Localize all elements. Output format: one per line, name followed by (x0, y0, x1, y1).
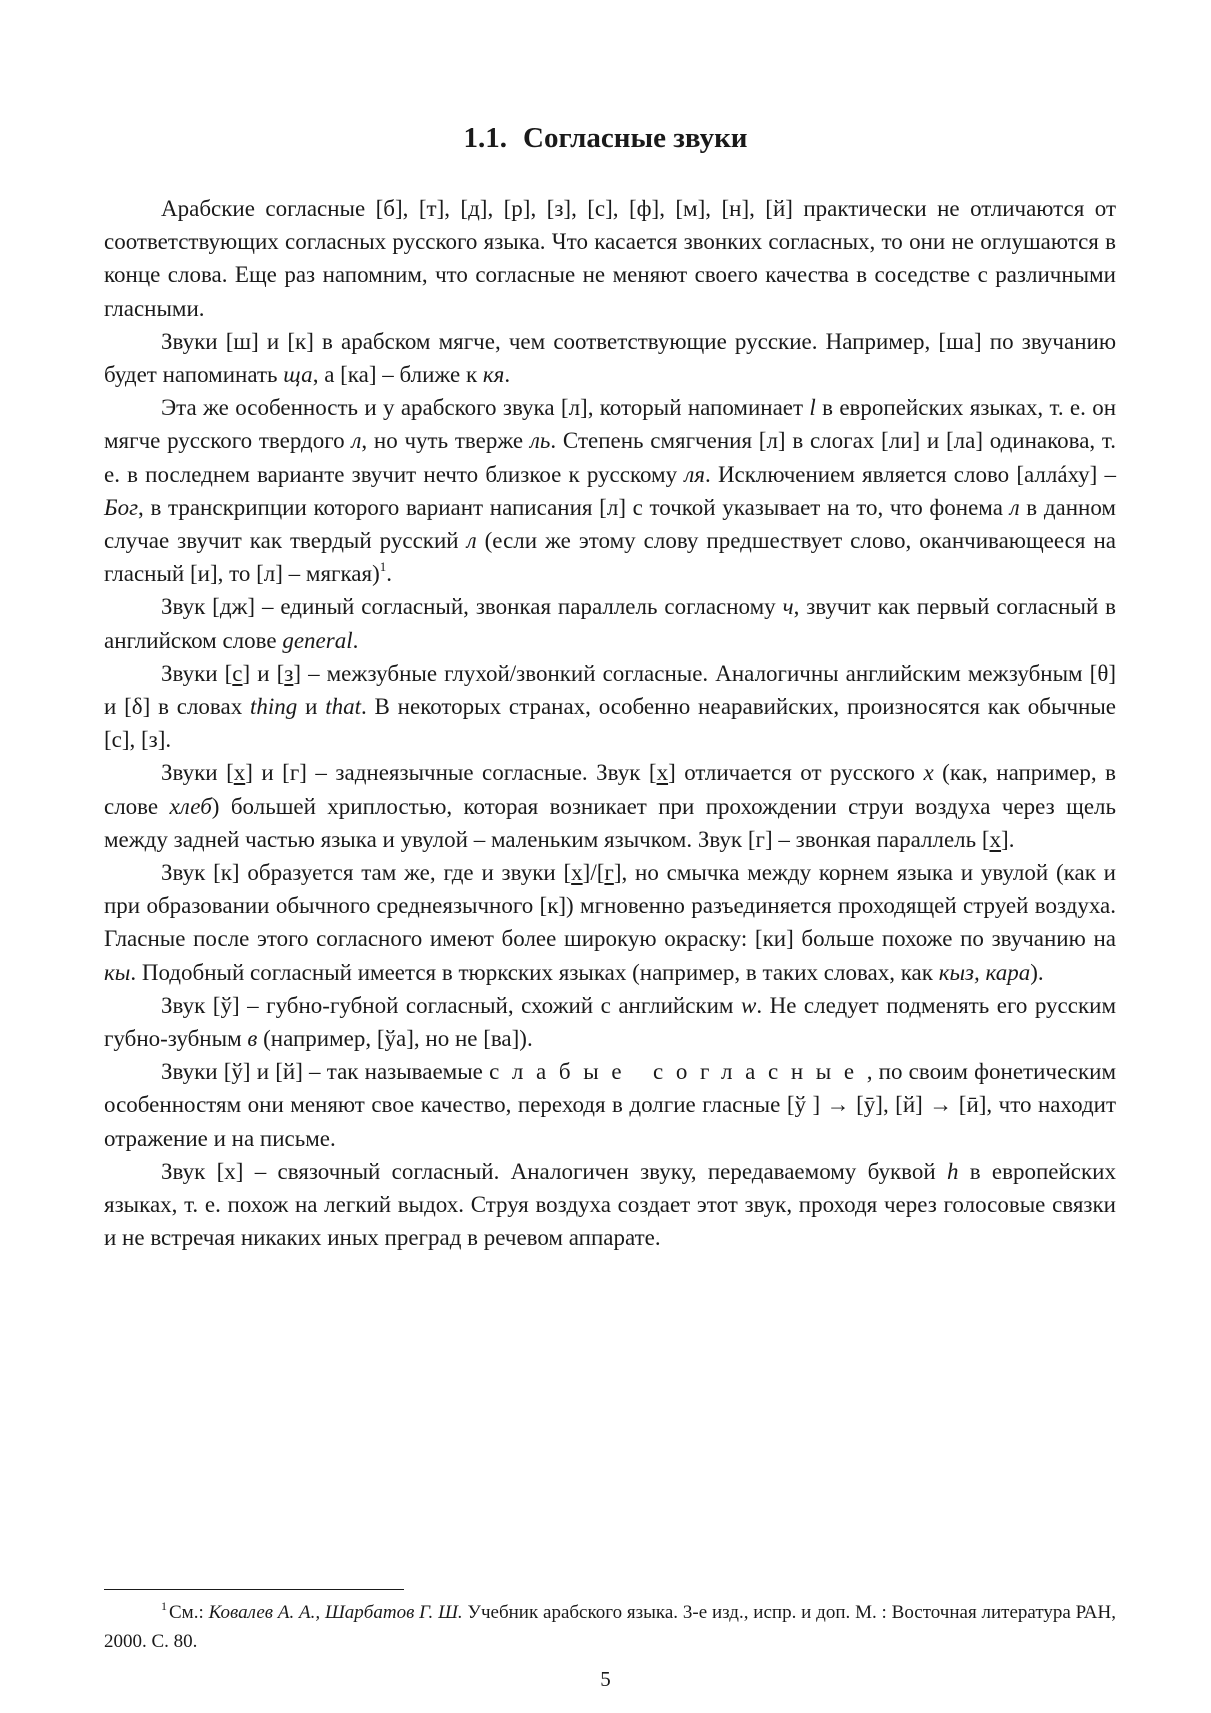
paragraph-w: Звук [ў] – губно-губной согласный, схожий с английским w. Не следует подменять его русским губно-зубным в (например, [ўа], но не [ва]). (104, 992, 1116, 1052)
section-title: Согласные звуки (523, 122, 748, 154)
paragraph-dzh: Звук [дж] – единый согласный, звонкая параллель согласному ч, звучит как первый согласный в английском слове general. (104, 594, 1117, 653)
paragraph-velar: Звуки [х] и [г] – заднеязычные согласные. Звук [х] отличается от русского х (как, например, в слове хлеб) большей хриплостью, которая возникает при прохождении струи воздуха через щель между задней частью языка и увулой – маленьким язычком. Звук [г] – звонкая параллель [х]. (104, 760, 1116, 852)
footnote-text: См.: Ковалев А. А., Шарбатов Г. Ш. Учебник арабского языка. 3-е изд., испр. и доп. М. : Восточная литература РАН, 2000. С. 80. (104, 1602, 1117, 1652)
body-text (104, 192, 1116, 1255)
paragraph-l: Эта же особенность и у арабского звука [л], который напоминает l в европейских языках, т. е. он мягче русского твердого л, но чуть тверже ль. Степень смягчения [л] в слогах [ли] и [ла] одинакова, т. е. в последнем варианте звучит нечто близкое к русскому ля. Исключением является слово [аллáху] – Бог, в транскрипции которого вариант написания [л] с точкой указывает на то, что фонема л в данном случае звучит как твердый русский л (если же этому слову предшествует слово, оканчивающееся на гласный [и], то [л] – мягкая)$^1$. (104, 395, 1117, 587)
paragraph-h: Звук [х] – связочный согласный. Аналогичен звуку, передаваемому буквой h в европейских языках, т. е. похож на легкий выдох. Струя воздуха создает этот звук, проходя через голосовые связки и не встречая никаких иных преград в речевом аппарате. (104, 1158, 1116, 1251)
footnote (104, 1599, 1116, 1656)
section-heading (0, 118, 1211, 158)
footnote-separator (104, 1589, 404, 1590)
footnote-marker: 1 (161, 1599, 167, 1613)
paragraph-interdental: Звуки [с] и [з] – межзубные глухой/звонкий согласные. Аналогичны английским межзубным [θ] и [δ] в словах thing и that. В некоторых странах, особенно неаравийских, произносятся как обычные [с], [з]. (104, 660, 1116, 753)
paragraph-consonants-intro: Арабские согласные [б], [т], [д], [р], [з], [с], [ф], [м], [н], [й] практически не отличаются от соответствующих согласных русского языка. Что касается звонких согласных, то они не оглушаются в конце слова. Еще раз напомним, что согласные не меняют своего качества в соседстве с различными гласными. (104, 196, 1116, 321)
paragraph-weak-consonants: Звуки [ў] и [й] – так называемые слабые согласные, по своим фонетическим особенностям они меняют свое качество, переходя в долгие гласные [ў ] → [ӯ], [й] → [ӣ], что находит отражение и на письме. (104, 1059, 1116, 1151)
page-number: 5 (600, 1667, 611, 1691)
paragraph-uvular-k: Звук [к] образуется там же, где и звуки [х]/[г], но смычка между корнем языка и увулой (как и при образовании обычного среднеязычного [к]) мгновенно разъединяется проходящей струей воздуха. Гласные после этого согласного имеют более широкую окраску: [ки] больше похоже по звучанию на кы. Подобный согласный имеется в тюркских языках (например, в таких словах, как кыз, кара). (104, 860, 1116, 985)
paragraph-sh-k: Звуки [ш] и [к] в арабском мягче, чем соответствующие русские. Например, [ша] по звучанию будет напоминать ща, а [ка] – ближе к кя. (104, 328, 1116, 388)
section-number: 1.1. (463, 122, 507, 154)
